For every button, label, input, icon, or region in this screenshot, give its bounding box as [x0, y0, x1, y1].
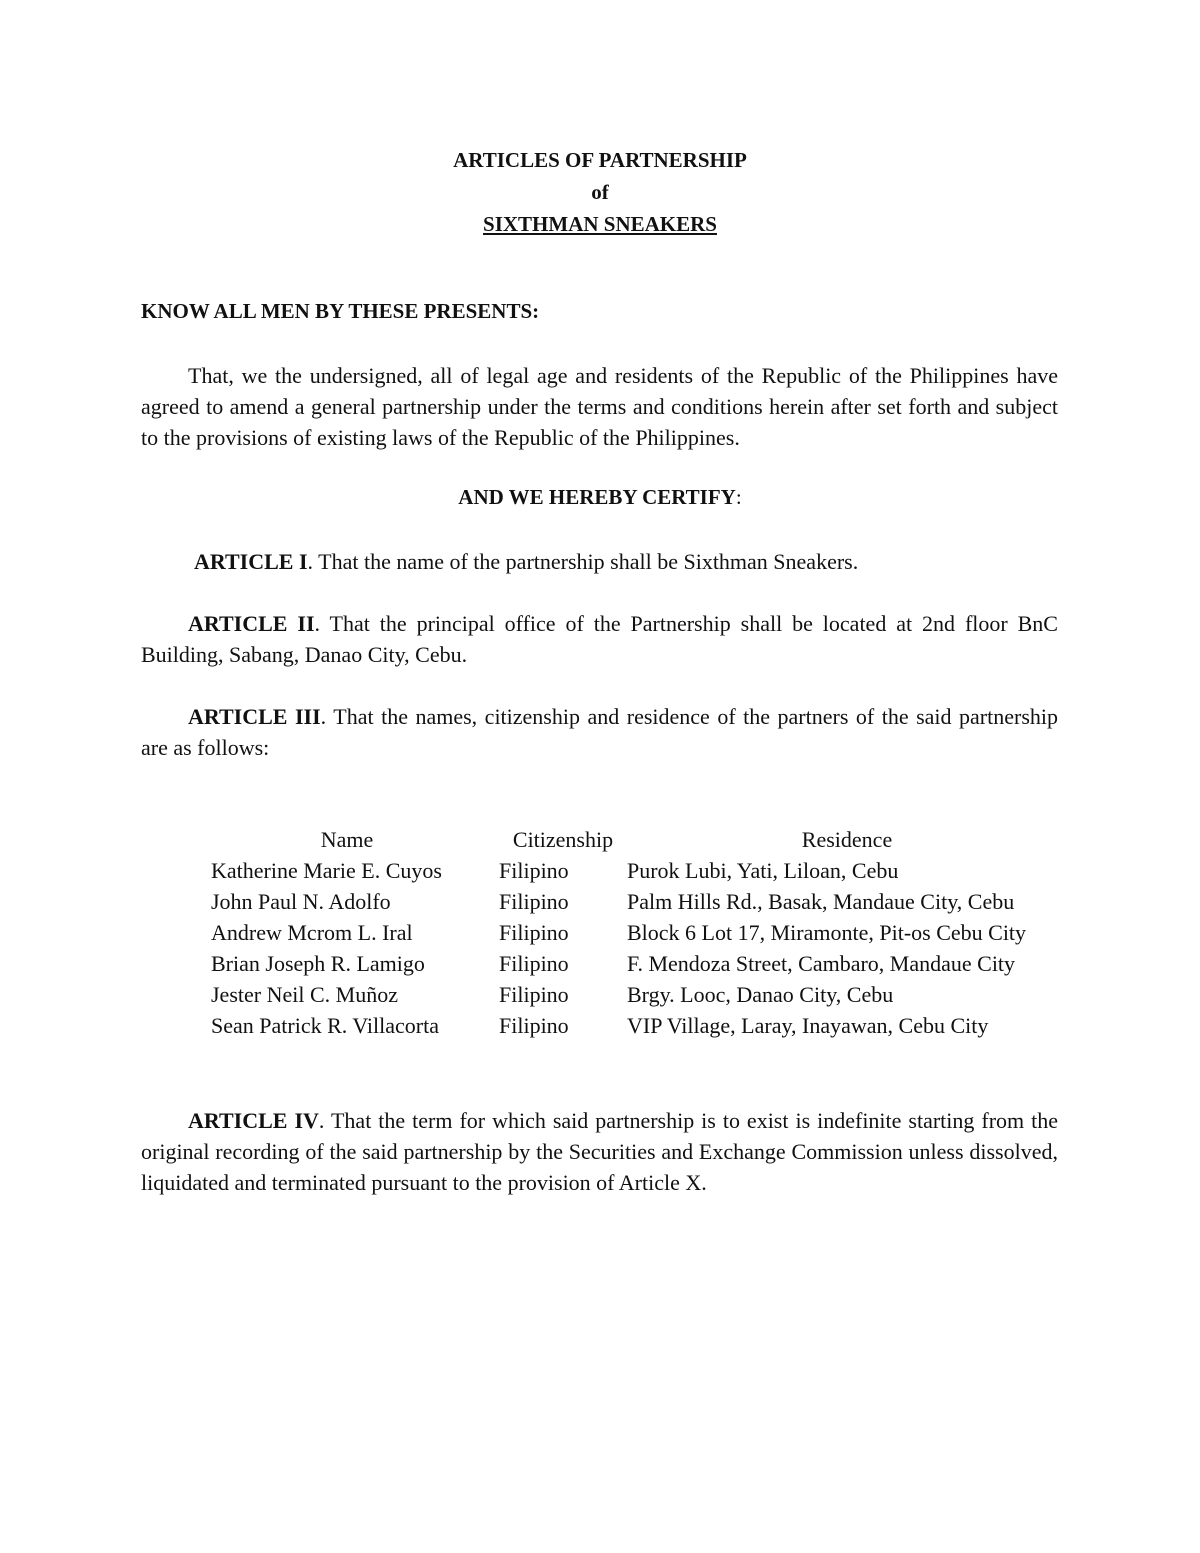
table-row	[205, 1010, 1067, 1041]
article-3-label: ARTICLE III	[188, 704, 321, 729]
partner-residence: Palm Hills Rd., Basak, Mandaue City, Cebu	[627, 888, 1015, 914]
partner-name: Katherine Marie E. Cuyos	[211, 857, 442, 883]
table-row	[205, 886, 1067, 917]
partner-name: Jester Neil C. Muñoz	[211, 981, 398, 1007]
partner-residence: F. Mendoza Street, Cambaro, Mandaue City	[627, 950, 1016, 976]
article-4-label: ARTICLE IV	[188, 1108, 319, 1133]
article-2	[141, 608, 1058, 670]
article-1-text: . That the name of the partnership shall be Sixthman Sneakers.	[307, 549, 859, 574]
partner-name: John Paul N. Adolfo	[211, 888, 391, 914]
article-2-label: ARTICLE II	[188, 611, 315, 636]
partner-citizenship: Filipino	[499, 919, 569, 945]
article-3-text: . That the names, citizenship and residence of the partners of the said partnership are as follows:	[141, 704, 1058, 760]
partner-name: Sean Patrick R. Villacorta	[211, 1012, 439, 1038]
article-3	[141, 701, 1058, 763]
certify-colon: :	[735, 485, 742, 509]
table-row	[205, 948, 1067, 979]
article-4	[141, 1105, 1058, 1198]
partner-citizenship: Filipino	[499, 888, 569, 914]
partner-residence: Brgy. Looc, Danao City, Cebu	[627, 981, 894, 1007]
header-citizenship: Citizenship	[512, 826, 614, 852]
title-partnership-name: SIXTHMAN SNEAKERS	[483, 212, 717, 236]
preamble-heading: KNOW ALL MEN BY THESE PRESENTS:	[141, 299, 540, 323]
partner-citizenship: Filipino	[499, 857, 569, 883]
partners-table	[205, 824, 1067, 1041]
partner-residence: Purok Lubi, Yati, Liloan, Cebu	[627, 857, 899, 883]
partner-citizenship: Filipino	[499, 981, 569, 1007]
header-residence: Residence	[801, 826, 893, 852]
article-1-label: ARTICLE I	[194, 549, 308, 574]
title-line-1: ARTICLES OF PARTNERSHIP	[453, 148, 747, 172]
table-row	[205, 979, 1067, 1010]
document-title	[0, 144, 1200, 240]
certify-text: AND WE HEREBY CERTIFY	[458, 485, 736, 509]
partner-residence: VIP Village, Laray, Inayawan, Cebu City	[627, 1012, 989, 1038]
table-row	[205, 917, 1067, 948]
header-name: Name	[320, 826, 374, 852]
partner-name: Andrew Mcrom L. Iral	[211, 919, 413, 945]
partner-residence: Block 6 Lot 17, Miramonte, Pit-os Cebu City	[627, 919, 1027, 945]
preamble-paragraph: That, we the undersigned, all of legal age and residents of the Republic of the Philippines have agreed to amend a general partnership under the terms and conditions herein after set forth and subject to the provisions of existing laws of the Republic of the Philippines.	[141, 363, 1058, 450]
table-header-row	[205, 824, 1067, 855]
title-line-2: of	[591, 180, 609, 204]
certify-heading	[0, 485, 1200, 510]
table-row	[205, 855, 1067, 886]
partner-name: Brian Joseph R. Lamigo	[211, 950, 425, 976]
partner-citizenship: Filipino	[499, 1012, 569, 1038]
partner-citizenship: Filipino	[499, 950, 569, 976]
article-1	[194, 546, 1058, 577]
article-4-text: . That the term for which said partnership is to exist is indefinite starting from the original recording of the said partnership by the Securities and Exchange Commission unless dissolved, liquidated and terminated pursuant to the provision of Article X.	[141, 1108, 1058, 1195]
article-2-text: . That the principal office of the Partnership shall be located at 2nd floor BnC Building, Sabang, Danao City, Cebu.	[141, 611, 1058, 667]
